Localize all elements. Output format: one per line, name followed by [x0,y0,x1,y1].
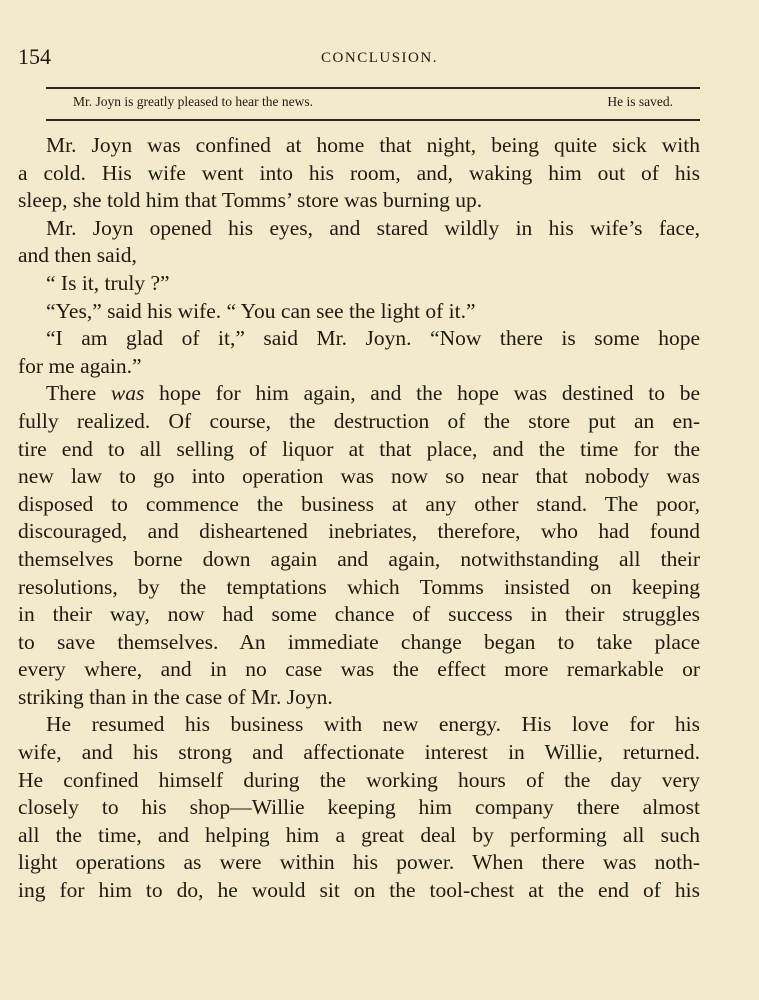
text-line: every where, and in no case was the effect more remarkable or [18,657,700,682]
text-line: disposed to commence the business at any other stand. The poor, [18,491,700,516]
text-line: a cold. His wife went into his room, and, waking him out of his [18,160,700,185]
text-line: all the time, and helping him a great deal by performing all such [18,822,700,847]
running-title: CONCLUSION. [321,50,438,66]
text-line: Mr. Joyn was confined at home that night, being quite sick with [46,133,700,157]
text-line: sleep, she told him that Tomms’ store was burning up. [18,188,483,213]
text-line: wife, and his strong and affectionate interest in Willie, returned. [18,740,700,765]
top-rule [46,87,700,89]
page-number: 154 [18,44,51,69]
body-text [18,132,700,905]
text-line: in their way, now had some chance of success in their struggles [18,602,700,627]
text-line: fully realized. Of course, the destruction of the store put an en- [18,408,700,433]
text-line: striking than in the case of Mr. Joyn. [18,684,333,709]
text-line: tire end to all selling of liquor at that place, and the time for the [18,436,700,461]
text-line: Mr. Joyn opened his eyes, and stared wildly in his wife’s face, [46,215,700,240]
text-line: for me again.” [18,353,142,378]
text-line [18,380,700,408]
text-line: He confined himself during the working hours of the day very [18,767,700,792]
text-line: “ Is it, truly ?” [46,270,170,295]
text-span: hope for him again, and the hope was destined to be [144,381,700,406]
text-line: new law to go into operation was now so near that nobody was [18,464,700,489]
text-line: “I am glad of it,” said Mr. Joyn. “Now there is some hope [46,326,700,351]
text-line: to save themselves. An immediate change began to take place [18,629,700,654]
text-line: discouraged, and disheartened inebriates, therefore, who had found [18,519,700,544]
bottom-rule [46,119,700,121]
italic-word: was [110,381,145,406]
text-line: “Yes,” said his wife. “ You can see the light of it.” [46,298,476,323]
chapter-summary [73,94,673,110]
text-line: resolutions, by the temptations which Tomms insisted on keeping [18,574,700,599]
text-line: He resumed his business with new energy. His love for his [46,712,700,737]
text-line: ing for him to do, he would sit on the tool-chest at the end of his [18,878,700,903]
summary-left: Mr. Joyn is greatly pleased to hear the news. [73,94,313,109]
summary-right: He is saved. [607,94,673,109]
text-line: light operations as were within his power. When there was noth- [18,850,700,875]
text-span: There [46,381,111,406]
text-line: closely to his shop—Willie keeping him company there almost [18,795,700,820]
text-line: themselves borne down again and again, notwithstanding all their [18,546,700,571]
text-line: and then said, [18,243,137,268]
